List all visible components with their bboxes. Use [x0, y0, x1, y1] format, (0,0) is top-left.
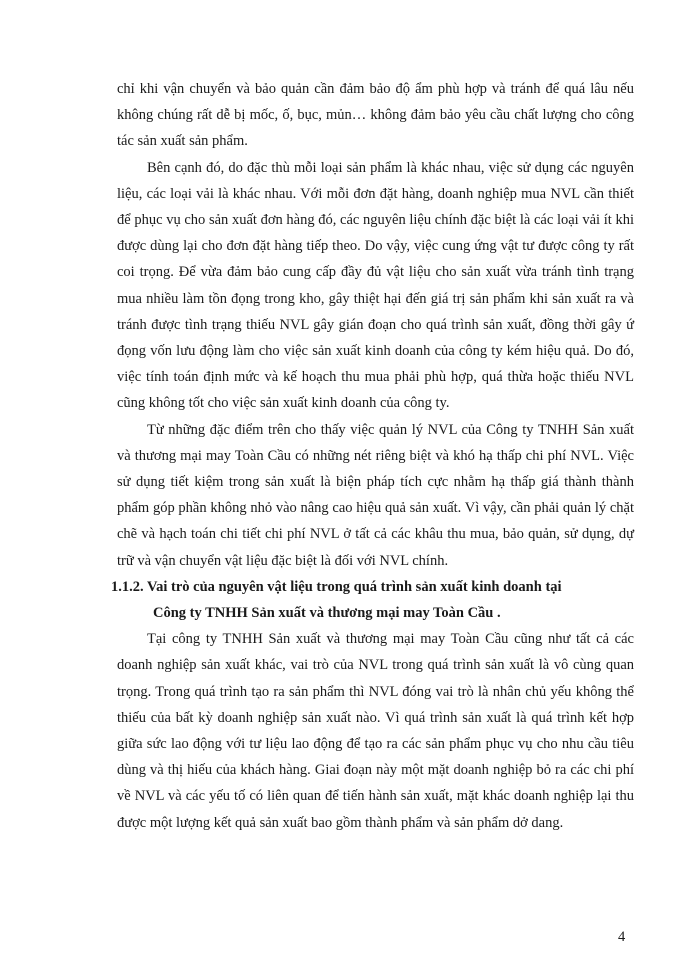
paragraph-material-management: Từ những đặc điểm trên cho thấy việc quản lý NVL của Công ty TNHH Sản xuất và thương mại may Toàn Cầu có những nét riêng biệt và khó hạ thấp chi phí NVL. Việc sử dụng tiết kiệm trong sản xuất là biện pháp tích cực nhằm hạ thấp giá thành thành phẩm góp phần không nhỏ vào nâng cao hiệu quả sản xuất. Vì vậy, cần phải quản lý chặt chẽ và hạch toán chi tiết chi phí NVL ở tất cả các khâu thu mua, bảo quản, sử dụng, dự trữ và vận chuyển vật liệu đặc biệt là đối với NVL chính. — [117, 421, 634, 569]
section-heading-line1: 1.1.2. Vai trò của nguyên vật liệu trong quá trình sản xuất kinh doanh tại — [111, 578, 562, 595]
page-body — [111, 76, 634, 836]
section-heading-line2: Công ty TNHH Sản xuất và thương mại may Toàn Cầu . — [153, 605, 501, 622]
paragraph-material-role: Tại công ty TNHH Sản xuất và thương mại may Toàn Cầu cũng như tất cả các doanh nghiệp sản xuất khác, vai trò của NVL trong quá trình sản xuất là vô cùng quan trọng. Trong quá trình tạo ra sản phẩm thì NVL đóng vai trò là nhân chủ yếu không thể thiếu của bất kỳ doanh nghiệp sản xuất nào. Vì quá trình sản xuất là quá trình kết hợp giữa sức lao động với tư liệu lao động để tạo ra các sản phẩm phục vụ cho nhu cầu tiêu dùng và thị hiếu của khách hàng. Giai đoạn này một mặt doanh nghiệp bỏ ra các chi phí về NVL và các yếu tố có liên quan để tiến hành sản xuất, mặt khác doanh nghiệp lại thu được một lượng kết quả sản xuất bao gồm thành phẩm và sản phẩm dở dang. — [117, 631, 634, 831]
section-heading — [111, 574, 634, 626]
paragraph-continued: chỉ khi vận chuyển và bảo quản cần đảm bảo độ ẩm phù hợp và tránh để quá lâu nếu không chúng rất dễ bị mốc, ố, bục, mủn… không đảm bảo yêu cầu chất lượng cho công tác sản xuất sản phẩm. — [117, 81, 634, 150]
page-number: 4 — [618, 929, 626, 945]
paragraph-material-supply: Bên cạnh đó, do đặc thù mỗi loại sản phẩm là khác nhau, việc sử dụng các nguyên liệu, các loại vải là khác nhau. Với mỗi đơn đặt hàng, doanh nghiệp mua NVL cần thiết để phục vụ cho sản xuất đơn hàng đó, các nguyên liệu chính đặc biệt là các loại vải ít khi được dùng lại cho đơn đặt hàng tiếp theo. Do vậy, việc cung ứng vật tư được công ty rất coi trọng. Để vừa đảm bảo cung cấp đầy đủ vật liệu cho sản xuất vừa tránh tình trạng mua nhiều làm tồn đọng trong kho, gây thiệt hại đến giá trị sản phẩm khi sản xuất ra và tránh được tình trạng thiếu NVL gây gián đoạn cho quá trình sản xuất, đồng thời gây ứ đọng vốn lưu động làm cho việc sản xuất kinh doanh của công ty kém hiệu quả. Do đó, việc tính toán định mức và kế hoạch thu mua phải phù hợp, quá thừa hoặc thiếu NVL cũng không tốt cho việc sản xuất kinh doanh của công ty. — [117, 159, 634, 412]
